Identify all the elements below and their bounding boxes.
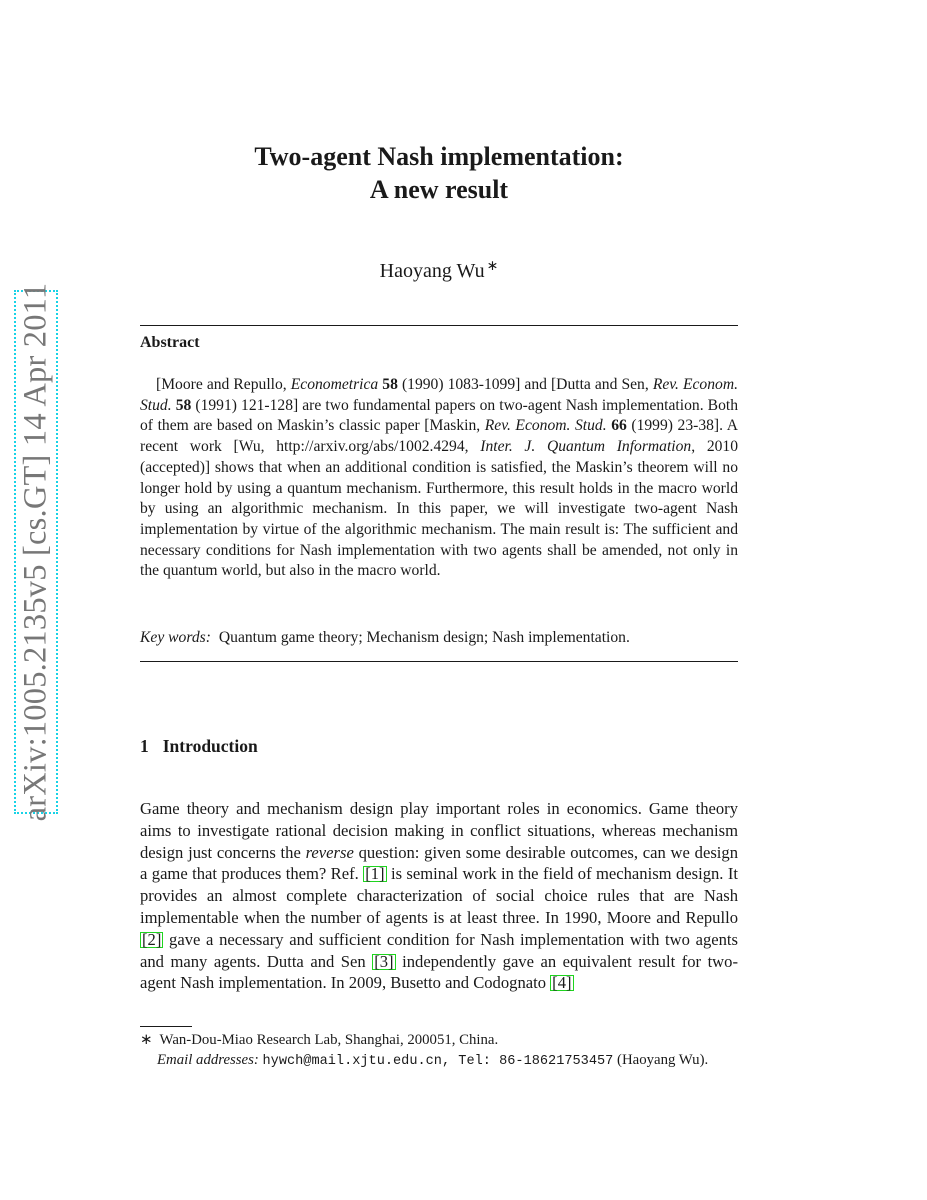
- author-name: Haoyang Wu: [379, 260, 485, 282]
- abstract-journal: Rev. Econom. Stud.: [140, 376, 738, 414]
- arxiv-stamp: [14, 282, 58, 822]
- abstract-volume: 58: [382, 376, 398, 393]
- abstract-heading: Abstract: [140, 334, 200, 351]
- abstract-run: , 2010 (accepted)] shows that when an additional condition is satisfied, the Maskin’s theorem will no longer hold by using a quantum mechanism. Furthermore, this result holds in the macro world by using an algorithmic mechanism. In this paper, we will investigate two-agent Nash implementation by virtue of the algorithmic mechanism. The main result is: The sufficient and necessary conditions for Nash implementation with two agents shall be amended, not only in the quantum world, but also in the macro world.: [140, 438, 739, 580]
- keywords-text: Quantum game theory; Mechanism design; Nash implementation.: [218, 629, 630, 646]
- author-footnote-mark: ∗: [486, 259, 499, 274]
- citation-link-1[interactable]: [1]: [365, 864, 385, 884]
- abstract-run: (1999) 23-38]. A recent work [Wu, http://arxiv.org/abs/1002.4294,: [140, 417, 738, 456]
- abstract-journal: Rev. Econom. Stud.: [484, 417, 607, 435]
- title-line-1: Two-agent Nash implementation:: [254, 142, 624, 171]
- abstract-journal: Inter. J. Quantum Information: [480, 438, 692, 456]
- footnote-affiliation: Wan-Dou-Miao Research Lab, Shanghai, 200051, China.: [159, 1032, 499, 1048]
- footnote-contact-line: Email addresses: hywch@mail.xjtu.edu.cn, Tel: 86-18621753457 (Haoyang Wu).: [157, 1051, 709, 1069]
- tel-number: 86-18621753457: [499, 1053, 614, 1069]
- intro-run: Game theory and mechanism design play important roles in economics. Game theory aims to investigate rational decision making in conflict situations, whereas mechanism design just concerns the: [140, 799, 738, 862]
- footnote: [140, 1031, 738, 1071]
- footnote-mark: ∗: [140, 1032, 153, 1048]
- section-heading: [140, 736, 258, 757]
- keywords: [140, 629, 738, 647]
- email-address[interactable]: hywch@mail.xjtu.edu.cn: [262, 1053, 442, 1069]
- author: [140, 258, 738, 283]
- title-line-2: A new result: [369, 175, 509, 204]
- abstract-top-rule: [140, 325, 738, 326]
- arxiv-stamp-text: arXiv:1005.2135v5 [cs.GT] 14 Apr 2011: [17, 282, 54, 822]
- abstract-bottom-rule: [140, 661, 738, 662]
- section-number: 1: [140, 736, 149, 756]
- paper-title: [140, 140, 738, 206]
- section-title: Introduction: [162, 736, 258, 756]
- email-label: Email addresses:: [157, 1051, 259, 1068]
- footnote-affiliation-line: [140, 1031, 738, 1051]
- intro-emphasis: reverse: [305, 842, 354, 862]
- abstract-volume: 58: [175, 396, 192, 414]
- abstract-text: [140, 375, 738, 582]
- abstract-volume: 66: [611, 417, 627, 435]
- footnote-rule: [140, 1026, 192, 1027]
- intro-run: gave a necessary and sufficient condition for Nash implementation with two agents and many agents. Dutta and Sen: [140, 929, 738, 971]
- footnote-owner: (Haoyang Wu).: [617, 1051, 709, 1068]
- keywords-label: Key words:: [140, 629, 211, 646]
- intro-run: is seminal work in the field of mechanism design. It provides an almost complete characterization of social choice rules that are Nash implementable when the number of agents is at least three. In 1990, Moore and Repullo: [140, 864, 738, 927]
- intro-paragraph: [140, 798, 738, 994]
- citation-link-3[interactable]: [3]: [374, 951, 394, 971]
- citation-link-4[interactable]: [4]: [552, 973, 572, 993]
- intro-run: independently gave an equivalent result for two-agent Nash implementation. In 2009, Busetto and Codognato: [140, 951, 738, 993]
- intro-run: question: given some desirable outcomes, can we design a game that produces them? Ref.: [140, 842, 738, 884]
- abstract-journal: Econometrica: [290, 376, 379, 393]
- abstract-run: (1990) 1083-1099] and [Dutta and Sen,: [397, 376, 653, 393]
- citation-link-2[interactable]: [2]: [142, 929, 162, 949]
- abstract-run: (1991) 121-128] are two fundamental papers on two-agent Nash implementation. Both of them are based on Maskin’s classic paper [Maskin,: [140, 396, 738, 435]
- tel-label: Tel:: [458, 1053, 491, 1069]
- abstract-run: [Moore and Repullo,: [156, 376, 291, 393]
